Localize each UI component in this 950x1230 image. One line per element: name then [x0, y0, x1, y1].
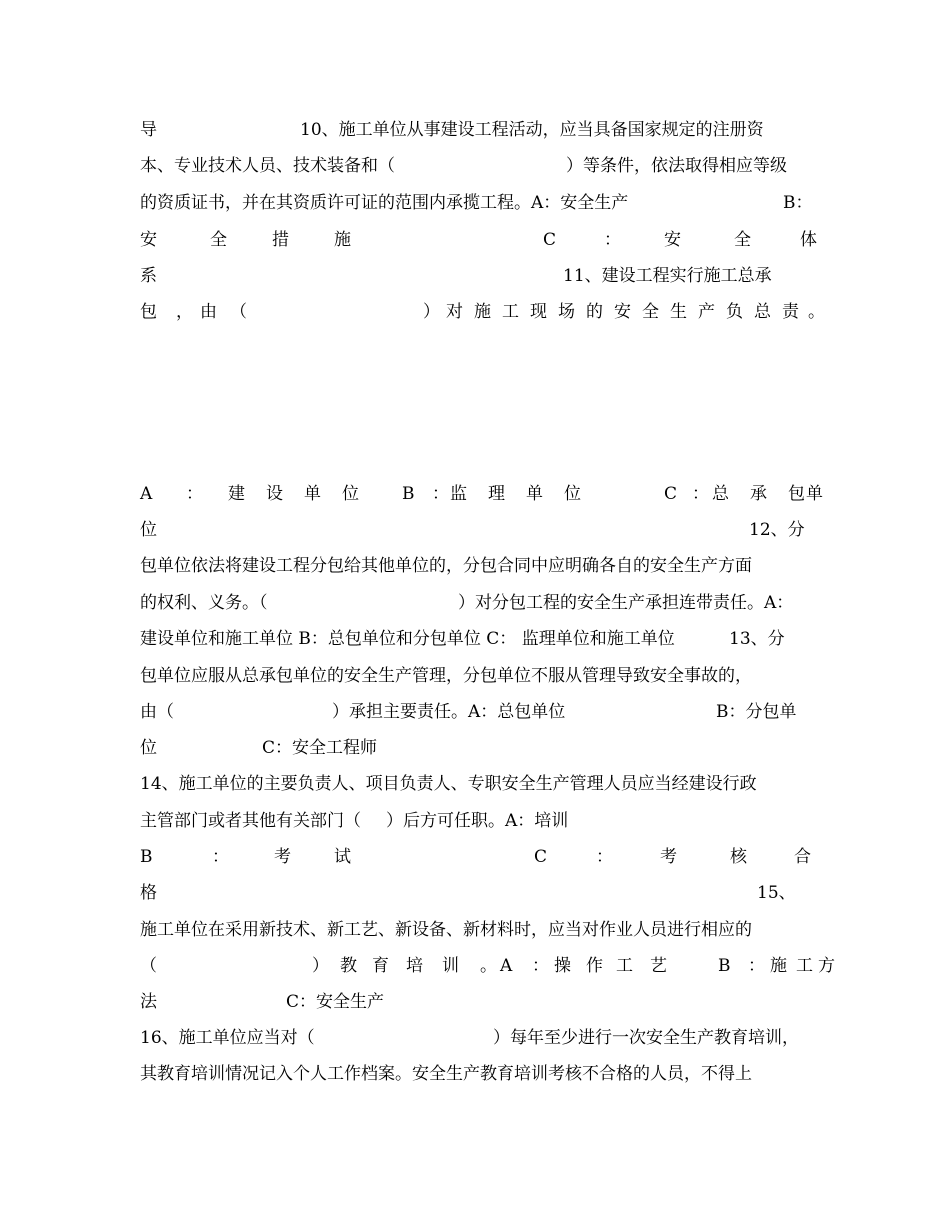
- text-segment: 工: [796, 956, 813, 976]
- text-segment: 考: [660, 847, 677, 867]
- text-segment: 艺: [650, 956, 667, 976]
- text-segment: 的: [586, 302, 603, 322]
- text-segment: 10、施工单位从事建设工程活动，应当具备国家规定的注册资: [300, 120, 764, 140]
- text-segment: ）承担主要责任。A：总包单位: [332, 702, 566, 722]
- text-segment: 育: [372, 956, 389, 976]
- text-line: [140, 1064, 810, 1084]
- text-segment: 。: [808, 302, 825, 322]
- text-line: [140, 738, 810, 758]
- text-segment: 建设单位和施工单位 B：总包单位和分包单位 C： 监理单位和施工单位: [140, 629, 675, 649]
- text-segment: 位: [564, 484, 581, 504]
- text-segment: 由: [200, 302, 217, 322]
- text-segment: ，: [176, 302, 193, 322]
- text-segment: 单: [304, 484, 321, 504]
- text-segment: ）后方可任职。A：培训: [386, 811, 569, 831]
- text-segment: ：: [186, 484, 203, 504]
- text-segment: 单: [526, 484, 543, 504]
- text-segment: 理: [488, 484, 505, 504]
- text-line: [140, 556, 810, 576]
- text-segment: 责: [782, 302, 799, 322]
- text-segment: C：安全生产: [286, 992, 385, 1012]
- text-segment: 对: [446, 302, 463, 322]
- text-segment: ）: [312, 956, 329, 976]
- text-segment: 11、建设工程实行施工总承: [563, 266, 772, 286]
- text-segment: 系: [140, 266, 157, 286]
- text-segment: （: [140, 956, 157, 976]
- text-segment: B: [140, 847, 153, 867]
- text-segment: ：: [212, 847, 229, 867]
- text-segment: 由（: [140, 702, 174, 722]
- text-segment: ）每年至少进行一次安全生产教育培训，: [493, 1028, 799, 1048]
- text-segment: 核: [730, 847, 747, 867]
- text-segment: 负: [726, 302, 743, 322]
- text-segment: 位: [140, 520, 157, 540]
- text-line: [140, 120, 810, 140]
- text-segment: 产: [698, 302, 715, 322]
- text-segment: C: [664, 484, 678, 504]
- text-segment: ）对分包工程的安全生产承担连带责任。A：: [458, 593, 794, 613]
- text-segment: C: [543, 230, 557, 250]
- text-segment: A: [140, 484, 153, 504]
- text-segment: 操: [554, 956, 571, 976]
- text-segment: 设: [266, 484, 283, 504]
- text-line: [140, 774, 810, 794]
- text-segment: 包: [140, 302, 157, 322]
- text-segment: 工: [616, 956, 633, 976]
- text-segment: 施: [770, 956, 787, 976]
- text-segment: 作: [586, 956, 603, 976]
- text-line: [140, 266, 810, 286]
- text-segment: 总: [712, 484, 729, 504]
- text-segment: 法: [140, 992, 157, 1012]
- text-segment: 位: [140, 738, 157, 758]
- text-segment: 全: [642, 302, 659, 322]
- text-segment: 安: [140, 230, 157, 250]
- text-segment: ）等条件，依法取得相应等级: [566, 156, 787, 176]
- text-line: [140, 593, 810, 613]
- text-segment: 监: [450, 484, 467, 504]
- text-line: [140, 920, 810, 940]
- text-segment: 生: [670, 302, 687, 322]
- text-segment: 总: [754, 302, 771, 322]
- text-segment: 施: [474, 302, 491, 322]
- text-segment: ：: [532, 956, 549, 976]
- text-segment: 合: [794, 847, 811, 867]
- text-segment: 本、专业技术人员、技术装备和（: [140, 156, 395, 176]
- text-segment: ）: [423, 302, 440, 322]
- text-segment: 考: [274, 847, 291, 867]
- text-line: [140, 666, 810, 686]
- text-segment: 导: [140, 120, 157, 140]
- text-line: [140, 520, 810, 540]
- text-line: [140, 847, 810, 867]
- text-segment: 包单位依法将建设工程分包给其他单位的，分包合同中应明确各自的安全生产方面: [140, 556, 752, 576]
- text-segment: 全: [210, 230, 227, 250]
- text-segment: 的资质证书，并在其资质许可证的范围内承揽工程。A：安全生产: [140, 193, 629, 213]
- text-segment: B：: [783, 193, 813, 213]
- text-segment: 其教育培训情况记入个人工作档案。安全生产教育培训考核不合格的人员，不得上: [140, 1064, 752, 1084]
- text-line: [140, 883, 810, 903]
- text-line: [140, 302, 825, 322]
- text-line: [140, 156, 810, 176]
- text-line: [140, 811, 810, 831]
- text-segment: 安: [664, 230, 681, 250]
- text-line: [140, 484, 823, 504]
- text-segment: ：: [604, 230, 621, 250]
- text-line: [140, 230, 817, 250]
- text-segment: 教: [340, 956, 357, 976]
- text-line: [140, 992, 810, 1012]
- text-line: [140, 1028, 810, 1048]
- text-segment: ：: [748, 956, 765, 976]
- text-segment: A: [500, 956, 513, 976]
- text-segment: 方: [818, 956, 835, 976]
- text-segment: 现: [530, 302, 547, 322]
- text-segment: B：分包单: [716, 702, 797, 722]
- text-segment: ：: [692, 484, 709, 504]
- text-segment: 14、施工单位的主要负责人、项目负责人、专职安全生产管理人员应当经建设行政: [140, 774, 757, 794]
- text-segment: 。: [480, 956, 497, 976]
- text-line: [140, 193, 813, 213]
- text-line: [140, 956, 835, 976]
- text-segment: 建: [228, 484, 245, 504]
- text-segment: （: [230, 302, 247, 322]
- text-segment: 施: [334, 230, 351, 250]
- text-line: [140, 702, 810, 722]
- text-line: [140, 629, 810, 649]
- text-segment: 安: [614, 302, 631, 322]
- text-segment: B: [718, 956, 731, 976]
- text-segment: 15、: [757, 883, 796, 903]
- text-segment: 12、分: [749, 520, 805, 540]
- text-segment: 措: [272, 230, 289, 250]
- text-segment: 位: [342, 484, 359, 504]
- text-segment: 格: [140, 883, 157, 903]
- text-segment: 主管部门或者其他有关部门（: [140, 811, 361, 831]
- text-segment: 全: [734, 230, 751, 250]
- text-segment: 16、施工单位应当对（: [140, 1028, 315, 1048]
- text-segment: 试: [334, 847, 351, 867]
- text-segment: 承: [750, 484, 767, 504]
- text-segment: 13、分: [729, 629, 785, 649]
- text-segment: 单: [806, 484, 823, 504]
- text-segment: C：安全工程师: [262, 738, 378, 758]
- text-segment: 场: [558, 302, 575, 322]
- text-segment: 施工单位在采用新技术、新工艺、新设备、新材料时，应当对作业人员进行相应的: [140, 920, 752, 940]
- text-segment: 培: [406, 956, 423, 976]
- text-segment: 训: [442, 956, 459, 976]
- text-segment: 体: [800, 230, 817, 250]
- text-segment: 的权利、义务。（: [140, 593, 268, 613]
- text-segment: C: [534, 847, 548, 867]
- text-segment: 工: [502, 302, 519, 322]
- text-segment: ：: [596, 847, 613, 867]
- text-segment: B: [402, 484, 415, 504]
- text-segment: ：: [432, 484, 449, 504]
- text-segment: 包单位应服从总承包单位的安全生产管理，分包单位不服从管理导致安全事故的，: [140, 666, 752, 686]
- text-segment: 包: [788, 484, 805, 504]
